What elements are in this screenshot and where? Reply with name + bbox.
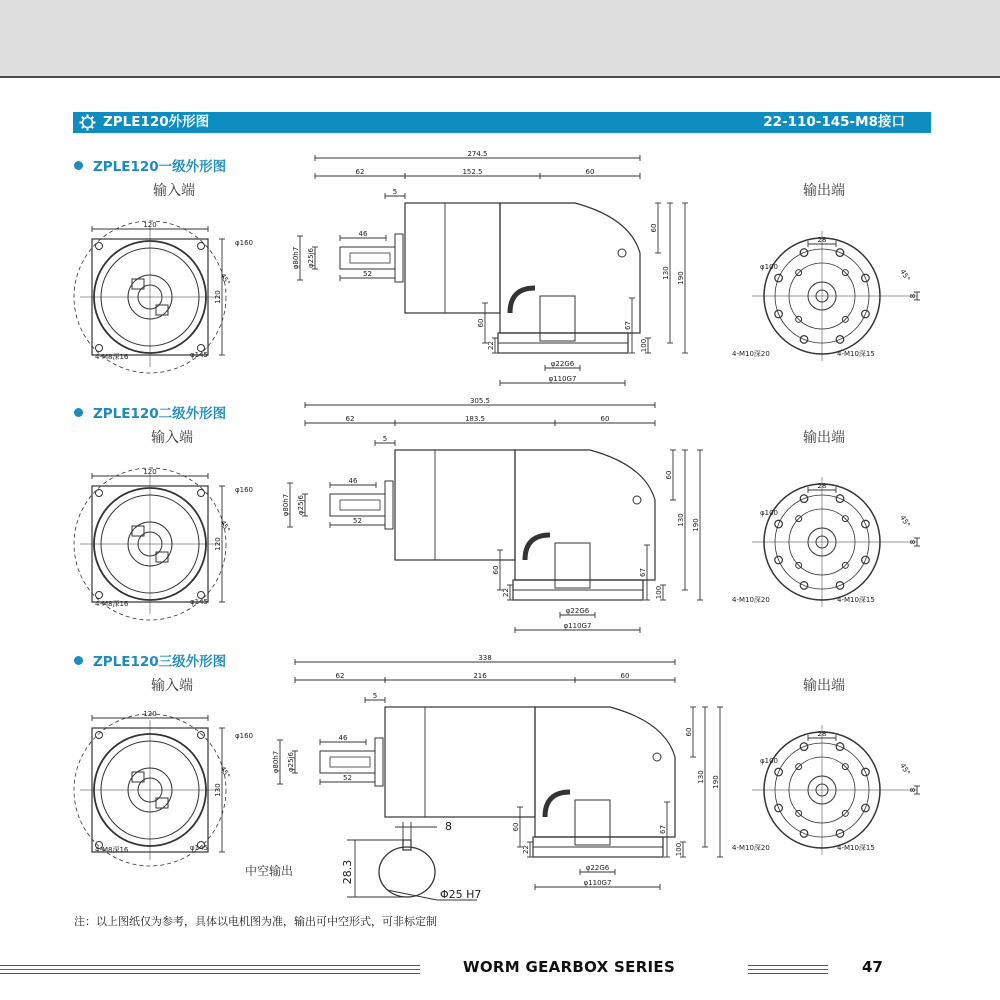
page-number: 47 (862, 958, 883, 976)
stage1-input-bolt-hole (96, 243, 103, 250)
stage2-side-worm-head (515, 450, 655, 580)
stage3-side-h130-label: 130 (697, 770, 705, 784)
stage1-input-holes: 4-M8深16 (95, 353, 129, 361)
stage2-side-h67-label: 67 (639, 568, 647, 577)
stage2-side-output-bore (555, 543, 590, 588)
stage1-input-angle: 45° (218, 272, 232, 287)
stage2-side-total-label: 305.5 (469, 397, 491, 405)
stage2-input-bolt-hole (96, 592, 103, 599)
stage2-input-flange-dia: φ160 (235, 486, 253, 494)
stage3-input-holes: 4-M8深16 (95, 846, 129, 854)
stage1-side-h67-label: 67 (624, 321, 632, 330)
stage2-side-left-label: 62 (345, 415, 355, 423)
stage3-input-label: 输入端 (151, 678, 193, 694)
stage1-input-bolt-hole (96, 345, 103, 352)
stage3-side-shaftsmall-label: φ25j6 (287, 752, 295, 772)
stage2-output-angle: 45° (898, 514, 912, 529)
stage1-input-bolt-hole (198, 243, 205, 250)
stage2-input-bolt-circle: φ145 (190, 598, 208, 606)
stage1-side-h60-label: 60 (477, 318, 485, 328)
hollow-height-label: 28.3 (341, 859, 354, 885)
stage1-output-angle: 45° (898, 268, 912, 283)
stage2-side-h100-label: 100 (655, 585, 663, 600)
stage2-side-shaft (330, 494, 385, 516)
hollow-key-label: 8 (445, 820, 452, 833)
stage2-side-pilot-label: φ110G7 (563, 622, 592, 630)
stage3-side-motor-body (385, 707, 535, 817)
stage3-output-label: 输出端 (803, 678, 845, 694)
stage1-side-mid-label: 152.5 (462, 168, 483, 176)
stage2-output-holes-a: 4-M10深20 (732, 596, 770, 604)
stage1-input-flange-dia: φ160 (235, 239, 253, 247)
stage3-output-width-label: 28 (817, 730, 827, 738)
stage2-input-width-label: 120 (143, 468, 157, 476)
stage3-output-key-label: 8 (909, 787, 917, 793)
stage3-side-h67-label: 67 (659, 825, 667, 834)
stage3-side-elbow (545, 792, 570, 817)
stage1-input-label: 输入端 (153, 183, 195, 199)
stage2-side-h22-label: 22 (502, 588, 510, 597)
stage3-side-worm-head (535, 707, 675, 837)
stage2-side-shaftlen-label: 52 (353, 517, 362, 525)
stage3-input-angle: 45° (218, 765, 232, 780)
stage1-side-shaftdia-label: φ80h7 (292, 246, 300, 270)
stage2-output-holes-b: 4-M10深15 (837, 596, 875, 604)
stage2-side-mid-label: 183.5 (464, 415, 486, 423)
stage2-side-vent-hole (633, 496, 641, 504)
stage2-side-bore-label: φ22G6 (565, 607, 590, 615)
stage2-input-holes: 4-M8深16 (95, 600, 129, 608)
stage1-input-width-label: 120 (143, 221, 157, 229)
stage3-output-pcd-label: φ100 (760, 757, 778, 765)
section-title: ZPLE120外形图 (103, 114, 210, 130)
stage3-side-h60-label: 60 (512, 822, 520, 832)
stage1-input-height-label: 120 (214, 290, 222, 304)
stage1-side-shaftsmall-label: φ25j6 (307, 248, 315, 268)
stage2-output-pcd-label: φ100 (760, 509, 778, 517)
stage1-side-right-label: 60 (585, 168, 595, 176)
stage1-output-width-label: 28 (817, 236, 827, 244)
stage3-side-left-label: 62 (335, 672, 345, 680)
stage1-side-keyway (350, 253, 390, 263)
stage3-side-vent-hole (653, 753, 661, 761)
stage2-input-bolt-hole (96, 490, 103, 497)
stage3-input-bolt-circle: φ145 (190, 844, 208, 852)
stage1-side-spigot (395, 234, 403, 282)
stage1-side-output-bore (540, 296, 575, 341)
stage3-side-key-label: 46 (338, 734, 348, 742)
stage1-output-key-label: 8 (909, 293, 917, 299)
stage2-side-right-label: 60 (600, 415, 610, 423)
stage2-side-spigot (385, 481, 393, 529)
stage3-side-output-bore (575, 800, 610, 845)
stage3-side-mid-label: 216 (473, 672, 487, 680)
stage1-side-motor-body (405, 203, 500, 313)
hollow-output-label: 中空输出 (245, 864, 294, 878)
stage2-side-elbow (525, 535, 550, 560)
stage2-side-top60-label: 60 (665, 470, 673, 480)
stage1-side-h130-label: 130 (662, 266, 670, 280)
stage1-output-holes-a: 4-M10深20 (732, 350, 770, 358)
stage2-title: ZPLE120二级外形图 (93, 406, 227, 422)
stage2-input-height-label: 120 (214, 537, 222, 551)
stage2-side-keyway (340, 500, 380, 510)
stage3-side-h190-label: 190 (712, 775, 720, 789)
stage2-side-shaftdia-label: φ80h7 (282, 493, 290, 517)
stage2-side-h190-label: 190 (692, 518, 700, 532)
stage2-input-angle: 45° (218, 519, 232, 534)
stage1-side-h190-label: 190 (677, 271, 685, 285)
stage3-side-shaft (320, 751, 375, 773)
stage1-side-h100-label: 100 (640, 338, 648, 353)
stage3-input-width-label: 120 (143, 710, 157, 718)
stage1-side-shaftlen-label: 52 (363, 270, 372, 278)
stage2-output-width-label: 28 (817, 482, 827, 490)
stage3-title: ZPLE120三级外形图 (93, 654, 227, 670)
stage2-input-bolt-hole (198, 490, 205, 497)
stage1-output-holes-b: 4-M10深15 (837, 350, 875, 358)
stage3-side-h100-label: 100 (675, 842, 683, 857)
stage1-input-bolt-circle: φ145 (190, 351, 208, 359)
stage1-side-shaft (340, 247, 395, 269)
stage1-side-top60-label: 60 (650, 223, 658, 233)
stage1-side-vent-hole (618, 249, 626, 257)
stage1-side-elbow (510, 288, 535, 313)
stage3-input-bolt-hole (198, 732, 205, 739)
stage3-side-shoulder-label: 5 (372, 692, 378, 700)
footnote: 注：以上图纸仅为参考，具体以电机图为准，输出可中空形式，可非标定制 (74, 915, 437, 928)
stage3-side-spigot (375, 738, 383, 786)
stage1-side-worm-head (500, 203, 640, 333)
stage3-side-total-label: 338 (478, 654, 492, 662)
stage1-output-pcd-label: φ100 (760, 263, 778, 271)
stage1-side-key-label: 46 (358, 230, 368, 238)
footer-title: WORM GEARBOX SERIES (463, 958, 676, 976)
stage3-side-shaftlen-label: 52 (343, 774, 352, 782)
stage1-side-h22-label: 22 (487, 341, 495, 350)
stage3-side-bore-label: φ22G6 (585, 864, 610, 872)
stage1-output-label: 输出端 (803, 183, 845, 199)
stage2-input-label: 输入端 (151, 430, 193, 446)
stage3-side-right-label: 60 (620, 672, 630, 680)
stage3-input-bolt-hole (96, 732, 103, 739)
stage3-output-holes-b: 4-M10深15 (837, 844, 875, 852)
stage2-side-motor-body (395, 450, 515, 560)
stage2-side-key-label: 46 (348, 477, 358, 485)
stage3-output-angle: 45° (898, 762, 912, 777)
stage1-side-left-label: 62 (355, 168, 365, 176)
stage2-output-label: 输出端 (803, 430, 845, 446)
stage1-side-bore-label: φ22G6 (550, 360, 575, 368)
stage3-side-h22-label: 22 (522, 845, 530, 854)
stage3-side-top60-label: 60 (685, 727, 693, 737)
stage1-side-total-label: 274.5 (467, 150, 488, 158)
stage1-title: ZPLE120一级外形图 (93, 159, 227, 175)
section-interface: 22-110-145-M8接口 (763, 114, 905, 130)
stage3-output-holes-a: 4-M10深20 (732, 844, 770, 852)
stage2-side-shaftsmall-label: φ25j6 (297, 495, 305, 515)
stage3-side-keyway (330, 757, 370, 767)
stage1-side-shoulder-label: 5 (392, 188, 398, 196)
stage1-side-pilot-label: φ110G7 (548, 375, 577, 383)
stage2-side-h60-label: 60 (492, 565, 500, 575)
hollow-bore-outline (379, 847, 435, 897)
stage2-output-key-label: 8 (909, 539, 917, 545)
hollow-bore-label: Φ25 H7 (440, 888, 482, 901)
stage2-side-shoulder-label: 5 (382, 435, 388, 443)
stage3-side-pilot-label: φ110G7 (583, 879, 612, 887)
stage3-input-height-label: 130 (214, 783, 222, 797)
stage3-input-flange-dia: φ160 (235, 732, 253, 740)
stage3-side-shaftdia-label: φ80h7 (272, 750, 280, 774)
stage2-side-h130-label: 130 (677, 513, 685, 527)
hollow-keyway (403, 840, 411, 850)
